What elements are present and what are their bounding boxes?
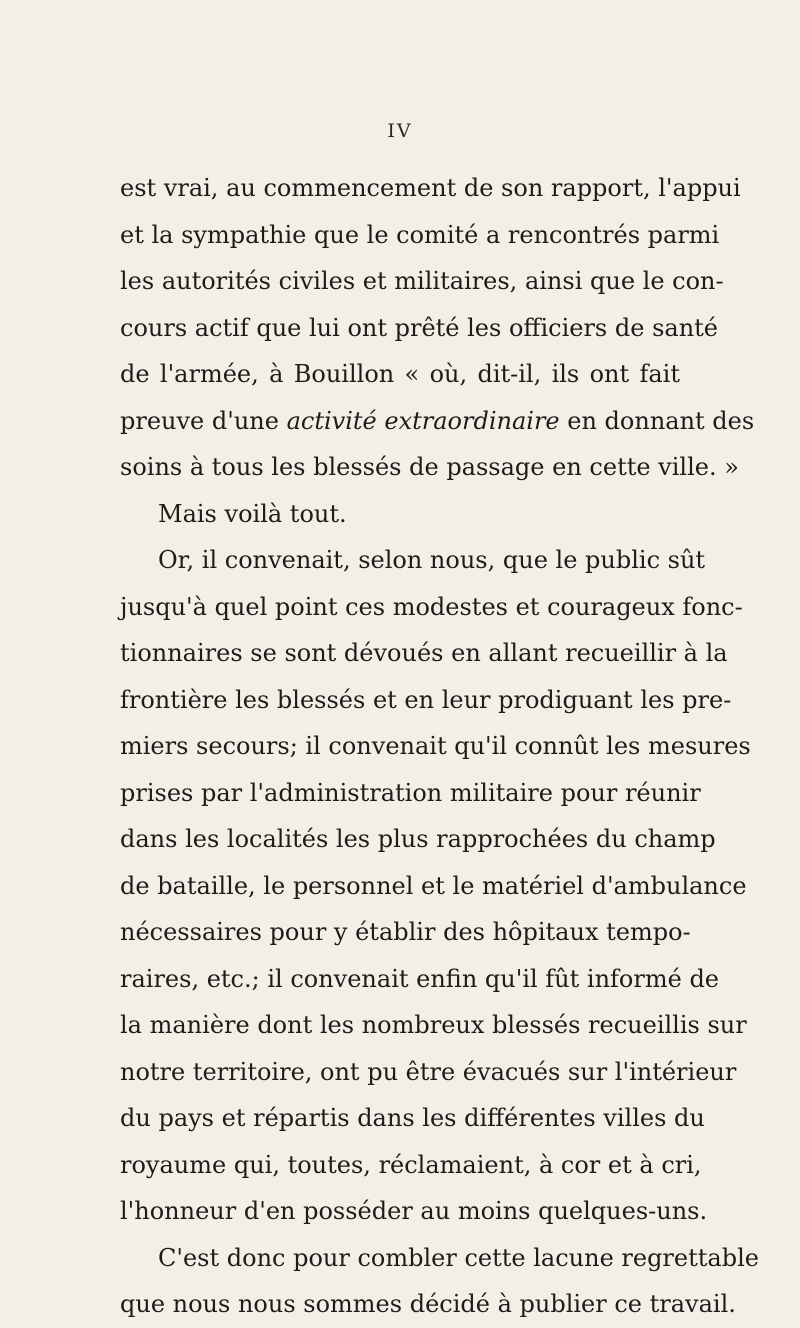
text-line: cours actif que lui ont prêté les officiers de santé <box>120 313 718 342</box>
text-line: du pays et répartis dans les différentes villes du <box>120 1104 705 1132</box>
text-line: est vrai, au commencement de son rapport, l'appui <box>120 174 741 202</box>
text-line: soins à tous les blessés de passage en cette ville. » <box>120 453 739 481</box>
text-line: la manière dont les nombreux blessés recueillis sur <box>120 1011 747 1039</box>
text-line: frontière les blessés et en leur prodiguant les pre- <box>120 685 732 714</box>
emphasized-text: activité extraordinaire <box>286 406 560 435</box>
page-number: IV <box>387 120 413 142</box>
text-line: l'honneur d'en posséder au moins quelques-uns. <box>120 1197 708 1225</box>
text-line: prises par l'administration militaire pour réunir <box>120 778 701 807</box>
text-line: tionnaires se sont dévoués en allant recueillir à la <box>120 639 728 667</box>
text-line: de bataille, le personnel et le matériel d'ambulance <box>120 871 747 900</box>
paragraph-start: C'est donc pour combler cette lacune regrettable <box>158 1243 759 1272</box>
text-line: nécessaires pour y établir des hôpitaux tempo- <box>120 918 691 946</box>
text-fragment: en donnant des <box>559 406 755 435</box>
text-line: que nous nous sommes décidé à publier ce travail. <box>120 1290 736 1318</box>
text-fragment: preuve d'une <box>120 406 287 435</box>
text-line: dans les localités les plus rapprochées du champ <box>120 825 716 853</box>
text-line: notre territoire, ont pu être évacués sur l'intérieur <box>120 1057 737 1086</box>
text-line: raires, etc.; il convenait enfin qu'il fût informé de <box>120 964 720 993</box>
text-line: Mais voilà tout. <box>158 499 347 528</box>
text-line: les autorités civiles et militaires, ainsi que le con- <box>120 267 724 295</box>
text-line: de l'armée, à Bouillon « où, dit-il, ils ont fait <box>120 360 680 388</box>
text-line-with-emphasis <box>120 398 755 445</box>
text-line: jusqu'à quel point ces modestes et courageux fonc- <box>120 592 743 621</box>
text-line: miers secours; il convenait qu'il connût les mesures <box>120 732 751 760</box>
text-line: royaume qui, toutes, réclamaient, à cor et à cri, <box>120 1150 702 1179</box>
text-line: et la sympathie que le comité a rencontrés parmi <box>120 220 720 249</box>
text-block <box>120 165 759 1328</box>
paragraph-start: Or, il convenait, selon nous, que le public sût <box>158 546 706 574</box>
